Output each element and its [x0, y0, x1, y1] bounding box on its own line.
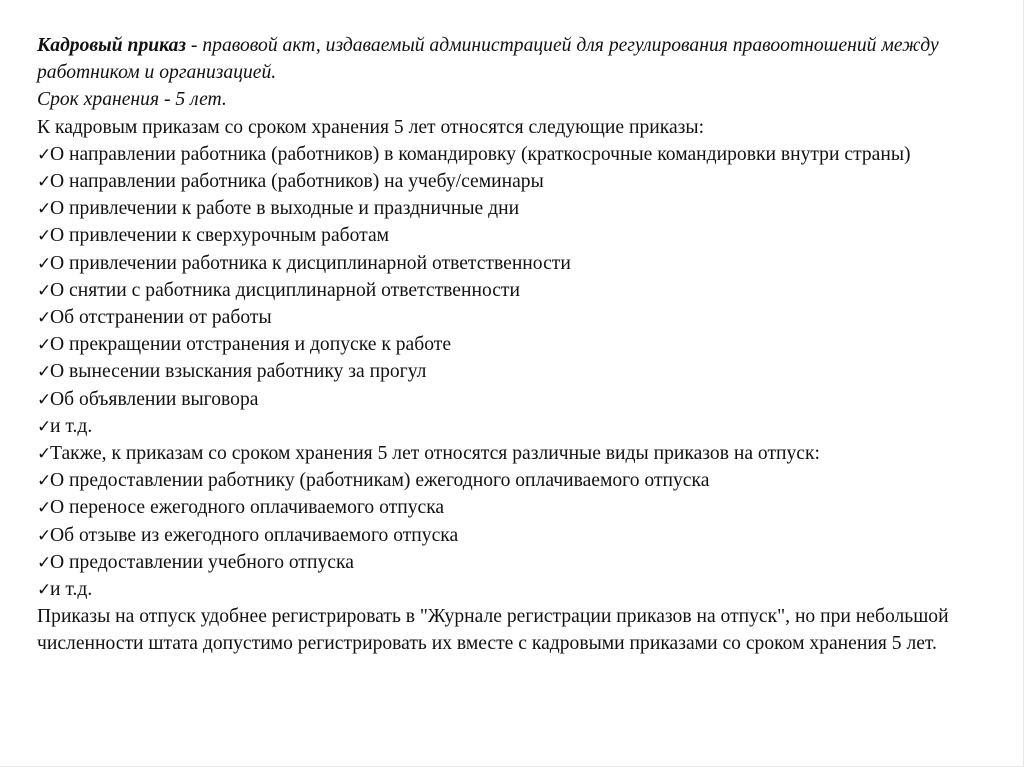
- list-item: [37, 141, 997, 168]
- list-item-text: и т.д.: [50, 579, 93, 601]
- checkmark-icon: ✓: [37, 389, 52, 409]
- document-body: [37, 32, 997, 658]
- list-item: [37, 250, 997, 277]
- definition-term: Кадровый приказ: [37, 35, 187, 56]
- list-item: [37, 195, 997, 222]
- list-item: [37, 494, 997, 521]
- intro-text: К кадровым приказам со сроком хранения 5 лет относятся следующие приказы:: [37, 116, 705, 138]
- checkmark-icon: ✓: [37, 444, 52, 464]
- list-item: [37, 386, 997, 413]
- list-item: [37, 440, 997, 467]
- list-item: [37, 522, 997, 549]
- checkmark-icon: ✓: [37, 335, 52, 355]
- list-item: [37, 576, 997, 603]
- checkmark-icon: ✓: [37, 199, 52, 219]
- checkmark-icon: ✓: [37, 580, 52, 600]
- retention-period: Срок хранения - 5 лет.: [37, 89, 227, 111]
- checkmark-icon: ✓: [37, 525, 52, 545]
- list-item-text: Об отзыве из ежегодного оплачиваемого отпуска: [50, 524, 459, 546]
- list-item-text: О привлечении к работе в выходные и праздничные дни: [50, 198, 520, 220]
- list-item-text: О снятии с работника дисциплинарной ответственности: [50, 279, 520, 301]
- list-item: [37, 549, 997, 576]
- list-item-text: О предоставлении работнику (работникам) ежегодного оплачиваемого отпуска: [50, 470, 710, 492]
- list-item: [37, 222, 997, 249]
- orders-list: [37, 141, 997, 467]
- checkmark-icon: ✓: [37, 280, 52, 300]
- list-item-text: Об объявлении выговора: [50, 388, 259, 410]
- checkmark-icon: ✓: [37, 498, 52, 518]
- checkmark-icon: ✓: [37, 552, 52, 572]
- definition-paragraph: [37, 32, 997, 86]
- list-item-text: О направлении работника (работников) в командировку (краткосрочные командировки внутри страны): [50, 143, 911, 165]
- list-item: [37, 358, 997, 385]
- list-item: [37, 467, 997, 494]
- list-item-text: Об отстранении от работы: [50, 307, 272, 329]
- checkmark-icon: ✓: [37, 226, 52, 246]
- list-item-text: О привлечении к сверхурочным работам: [50, 225, 390, 247]
- list-item: [37, 277, 997, 304]
- checkmark-icon: ✓: [37, 172, 52, 192]
- list-item-text: Также, к приказам со сроком хранения 5 лет относятся различные виды приказов на отпуск:: [50, 443, 820, 465]
- checkmark-icon: ✓: [37, 253, 52, 273]
- checkmark-icon: ✓: [37, 362, 52, 382]
- checkmark-icon: ✓: [37, 416, 52, 436]
- definition-text: - правовой акт, издаваемый администрацией для регулирования правоотношений между работником и организацией.: [37, 35, 939, 84]
- closing-paragraph: Приказы на отпуск удобнее регистрировать в "Журнале регистрации приказов на отпуск", но при небольшой численности штата допустимо регистрировать их вместе с кадровыми приказами со сроком хранения 5 лет.: [37, 606, 949, 655]
- list-item-text: О предоставлении учебного отпуска: [50, 551, 354, 573]
- list-item-text: и т.д.: [50, 415, 93, 437]
- list-item: [37, 331, 997, 358]
- list-item: [37, 413, 997, 440]
- checkmark-icon: ✓: [37, 471, 52, 491]
- checkmark-icon: ✓: [37, 308, 52, 328]
- list-item-text: О привлечении работника к дисциплинарной ответственности: [50, 252, 571, 274]
- list-item-text: О направлении работника (работников) на учебу/семинары: [50, 171, 544, 193]
- list-item: [37, 304, 997, 331]
- checkmark-icon: ✓: [37, 144, 52, 164]
- list-item-text: О вынесении взыскания работнику за прогул: [50, 361, 427, 383]
- list-item: [37, 168, 997, 195]
- vacation-orders-list: [37, 467, 997, 603]
- list-item-text: О переносе ежегодного оплачиваемого отпуска: [50, 497, 445, 519]
- list-item-text: О прекращении отстранения и допуске к работе: [50, 334, 452, 356]
